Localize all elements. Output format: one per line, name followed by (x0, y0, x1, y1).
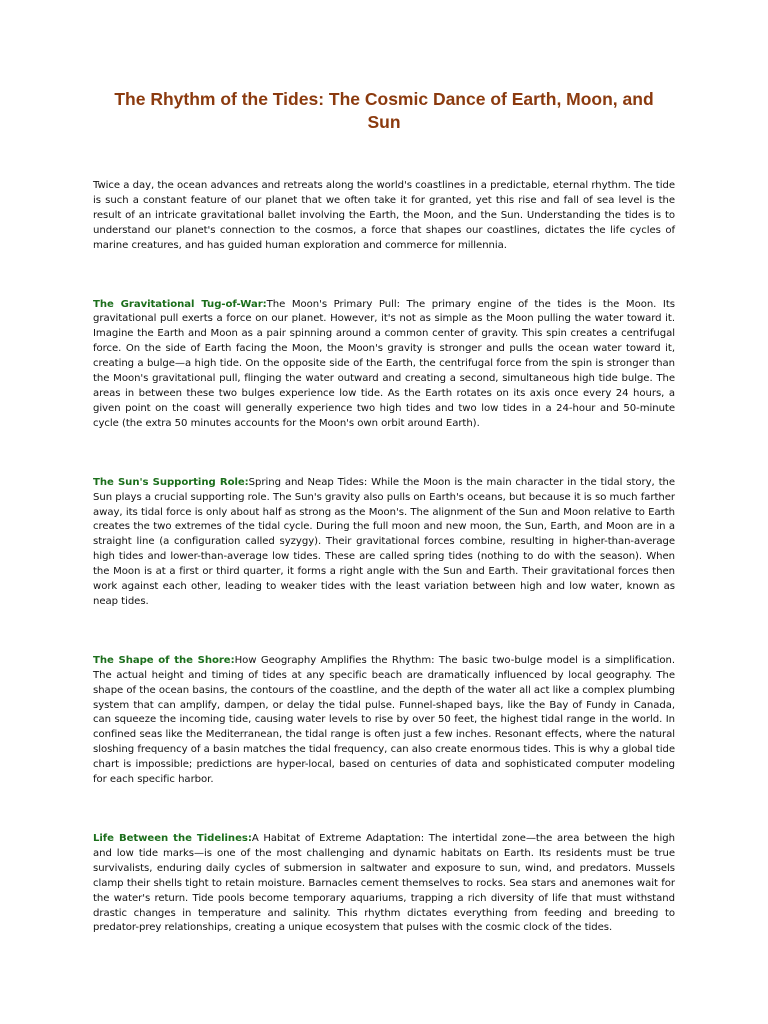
intro-paragraph: Twice a day, the ocean advances and retreats along the world's coastlines in a predictable, eternal rhythm. The tide is such a constant feature of our planet that we often take it for granted, yet this rise and fall of sea level is the result of an intricate gravitational ballet involving the Earth, the Moon, and the Sun. Understanding the tides is to understand our planet's connection to the cosmos, a force that shapes our coastlines, dictates the life cycles of marine creatures, and has guided human exploration and commerce for millennia. (93, 180, 675, 251)
section-body: The Moon's Primary Pull: The primary engine of the tides is the Moon. Its gravitational pull exerts a force on our planet. However, it's not as simple as the Moon pulling the water toward it. Imagine the Earth and Moon as a pair spinning around a common center of gravity. This spin creates a centrifugal force. On the side of Earth facing the Moon, the Moon's gravity is stronger and pulls the ocean water toward it, creating a bulge—a high tide. On the opposite side of the Earth, the centrifugal force from the spin is stronger than the Moon's gravitational pull, flinging the water outward and creating a second, simultaneous high tide bulge. The areas in between these two bulges experience low tide. As the Earth rotates on its axis once every 24 hours, a given point on the coast will generally experience two high tides and two low tides in a 24-hour and 50-minute cycle (the extra 50 minutes accounts for the Moon's own orbit around Earth). (93, 298, 675, 429)
section-heading: The Shape of the Shore: (93, 654, 235, 666)
section-paragraph (93, 654, 675, 788)
section-heading: Life Between the Tidelines: (93, 833, 252, 844)
section-paragraph (93, 298, 675, 432)
document-title: The Rhythm of the Tides: The Cosmic Dance of Earth, Moon, and Sun (114, 89, 654, 132)
document-page (93, 88, 675, 980)
section-heading: The Sun's Supporting Role: (93, 476, 249, 488)
section-body: A Habitat of Extreme Adaptation: The intertidal zone—the area between the high and low tide marks—is one of the most challenging and dynamic habitats on Earth. Its residents must be true survivalists, enduring daily cycles of submersion in saltwater and exposure to sun, wind, and predators. Mussels clamp their shells tight to retain moisture. Barnacles cement themselves to rocks. Sea stars and anemones wait for the water's return. Tide pools become temporary aquariums, trapping a rich diversity of life that must withstand drastic changes in temperature and salinity. This rhythm dictates everything from feeding and breeding to predator-prey relationships, creating a unique ecosystem that pulses with the cosmic clock of the tides. (93, 833, 675, 934)
section-paragraph (93, 476, 675, 610)
section-paragraph (93, 832, 675, 936)
section-body: How Geography Amplifies the Rhythm: The basic two-bulge model is a simplification. The actual height and timing of tides at any specific beach are dramatically influenced by local geography. The shape of the ocean basins, the contours of the coastline, and the depth of the water all act like a complex plumbing system that can amplify, dampen, or delay the tidal pulse. Funnel-shaped bays, like the Bay of Fundy in Canada, can squeeze the incoming tide, causing water levels to rise by over 50 feet, the highest tidal range in the world. In confined seas like the Mediterranean, the tidal range is often just a few inches. Resonant effects, where the natural sloshing frequency of a basin matches the tidal frequency, can also create enormous tides. This is why a global tide chart is impossible; predictions are hyper-local, based on centuries of data and sophisticated computer modeling for each specific harbor. (93, 654, 675, 786)
section-heading: The Gravitational Tug-of-War: (93, 298, 267, 310)
section-body: Spring and Neap Tides: While the Moon is the main character in the tidal story, the Sun plays a crucial supporting role. The Sun's gravity also pulls on Earth's oceans, but because it is so much farther away, its tidal force is only about half as strong as the Moon's. The alignment of the Sun and Moon relative to Earth creates the two extremes of the tidal cycle. During the full moon and new moon, the Sun, Earth, and Moon are in a straight line (a configuration called syzygy). Their gravitational forces combine, resulting in higher-than-average high tides and lower-than-average low tides. These are called spring tides (nothing to do with the season). When the Moon is at a first or third quarter, it forms a right angle with the Sun and Earth. Their gravitational forces then work against each other, leading to weaker tides with the least variation between high and low water, known as neap tides. (93, 476, 676, 607)
